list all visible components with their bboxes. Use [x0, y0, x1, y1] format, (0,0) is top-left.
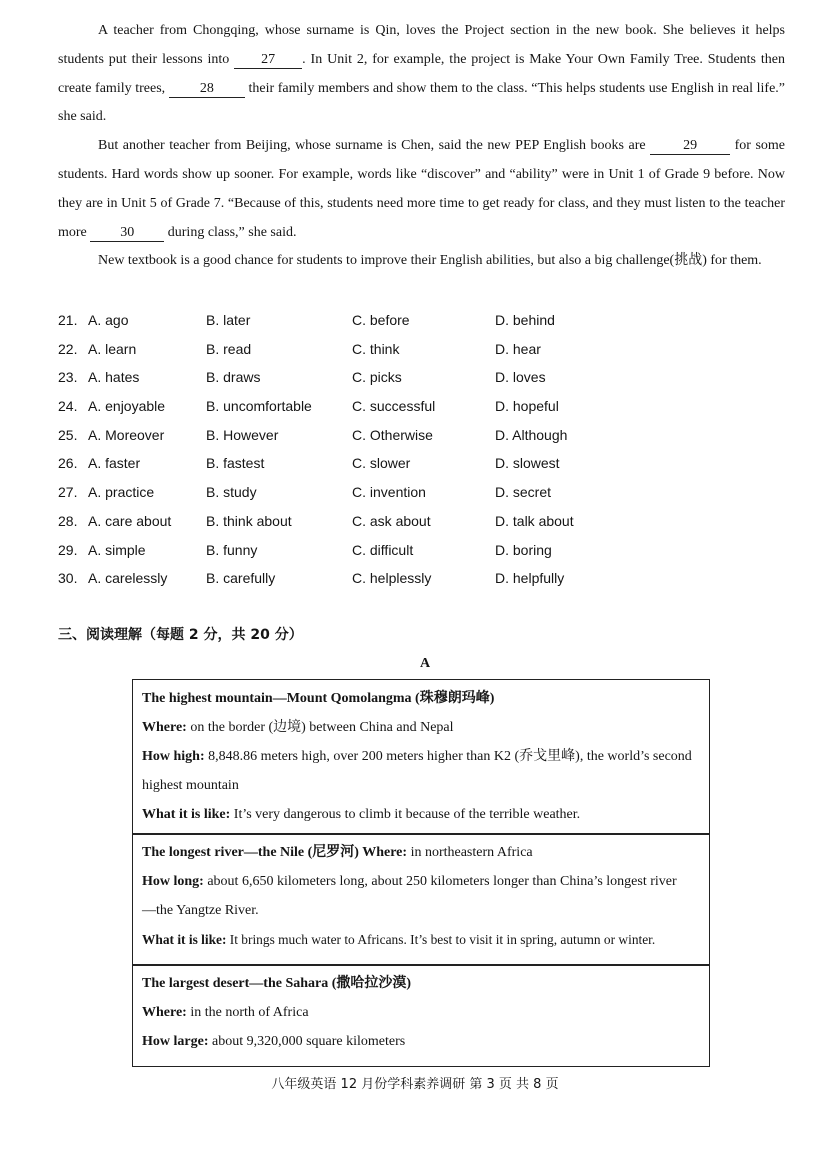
option-row — [58, 449, 785, 478]
option-d: D. hopeful — [495, 398, 559, 415]
option-row — [58, 306, 785, 335]
field-label: How large: — [142, 1034, 209, 1049]
question-number: 28. — [58, 512, 78, 529]
option-row — [58, 335, 785, 364]
page-footer: 八年级英语 12 月份学科素养调研 第 3 页 共 8 页 — [271, 1077, 559, 1092]
question-number: 24. — [58, 398, 78, 415]
box-line — [142, 998, 709, 1027]
passage-paragraph-2 — [58, 132, 785, 247]
box-heading: The longest river—the Nile (尼罗河) — [142, 845, 359, 860]
option-row — [58, 536, 785, 565]
option-d: D. hear — [495, 340, 541, 357]
field-label: Where: — [358, 845, 408, 860]
section-title: 三、阅读理解（每题 2 分，共 20 分） — [58, 627, 303, 643]
question-number: 25. — [58, 426, 78, 443]
passage-text: A teacher from Chongqing, whose surname is Qin, loves the Project section in the new book. She believes it helps students put their lessons into — [58, 23, 785, 67]
blank-29: 29 — [650, 138, 730, 155]
option-d: D. Although — [495, 426, 568, 443]
option-row — [58, 421, 785, 450]
option-d: D. behind — [495, 312, 555, 328]
box-line — [142, 867, 709, 925]
option-a: A. carelessly — [88, 570, 168, 587]
option-c: C. ask about — [352, 512, 431, 529]
passage-paragraph-3: New textbook is a good chance for students to improve their English abilities, but also a big challenge(挑战) for them. — [98, 253, 762, 269]
passage-text: for some students. Hard words show up sooner. For example, words like “discover” and “ability” were in Unit 1 of Grade 9 before. Now they are in Unit 5 of Grade 7. “Because of this, students need more time to get ready for class, and they must listen to the teacher more — [58, 138, 785, 240]
box-line — [142, 925, 709, 954]
option-d: D. loves — [495, 369, 546, 386]
field-label: What it is like: — [142, 807, 231, 822]
option-d: D. secret — [495, 484, 552, 501]
question-number: 27. — [58, 484, 78, 501]
option-d: D. talk about — [495, 512, 574, 529]
passage-text: during class,” she said. — [164, 224, 297, 240]
field-text: about 6,650 kilometers long, about 250 kilometers longer than China’s longest river—the Yangtze River. — [142, 874, 677, 918]
option-d: D. slowest — [495, 455, 560, 472]
blank-27: 27 — [234, 52, 302, 69]
option-c: C. slower — [352, 455, 411, 472]
option-b: B. funny — [206, 541, 258, 558]
box-heading: The highest mountain—Mount Qomolangma (珠穆朗玛峰) — [142, 691, 495, 706]
option-d: D. helpfully — [495, 570, 565, 587]
blank-30: 30 — [90, 225, 164, 242]
field-text: It brings much water to Africans. It’s best to visit it in spring, autumn or winter. — [226, 932, 656, 947]
field-text: in northeastern Africa — [407, 845, 533, 860]
field-text: in the north of Africa — [186, 1005, 309, 1020]
option-b: B. later — [206, 312, 251, 328]
field-label: Where: — [142, 720, 187, 735]
box-line — [142, 713, 709, 742]
box-line — [142, 838, 709, 867]
option-b: B. read — [206, 340, 252, 357]
question-number: 29. — [58, 541, 78, 558]
option-row — [58, 507, 785, 536]
option-a: A. ago — [88, 312, 129, 328]
field-text: about 9,320,000 square kilometers — [208, 1034, 406, 1049]
option-a: A. hates — [88, 369, 140, 386]
cloze-passage — [58, 17, 785, 276]
option-d: D. boring — [495, 541, 552, 558]
question-number: 26. — [58, 455, 78, 472]
blank-28: 28 — [169, 81, 245, 98]
option-a: A. simple — [88, 541, 146, 558]
field-label: How high: — [142, 749, 205, 764]
option-a: A. care about — [88, 512, 172, 529]
option-b: B. draws — [206, 369, 261, 386]
field-text: 8,848.86 meters high, over 200 meters higher than K2 (乔戈里峰), the world’s second highest mountain — [142, 749, 692, 793]
box-line — [142, 1027, 709, 1056]
info-box-river — [132, 833, 710, 966]
passage-paragraph-1 — [58, 17, 785, 132]
option-c: C. difficult — [352, 541, 414, 558]
option-c: C. successful — [352, 398, 436, 415]
option-row — [58, 363, 785, 392]
option-c: C. before — [352, 312, 410, 328]
option-c: C. Otherwise — [352, 426, 433, 443]
question-number: 30. — [58, 570, 78, 587]
box-line — [142, 742, 709, 800]
option-row — [58, 478, 785, 507]
option-a: A. practice — [88, 484, 155, 501]
option-b: B. think about — [206, 512, 292, 529]
field-label: How long: — [142, 874, 204, 889]
field-label: Where: — [142, 1005, 187, 1020]
option-c: C. think — [352, 340, 400, 357]
option-a: A. enjoyable — [88, 398, 166, 415]
passage-text: their family members and show them to the class. “This helps students use English in real life.” she said. — [58, 80, 785, 125]
option-b: B. However — [206, 426, 279, 443]
option-b: B. uncomfortable — [206, 398, 312, 415]
field-text: on the border (边境) between China and Nepal — [186, 720, 454, 735]
option-a: A. Moreover — [88, 426, 165, 443]
option-b: B. fastest — [206, 455, 265, 472]
question-number: 23. — [58, 369, 78, 386]
option-row — [58, 564, 785, 593]
option-c: C. picks — [352, 369, 402, 386]
info-box-desert — [132, 964, 710, 1067]
field-label: What it is like: — [142, 932, 227, 947]
option-b: B. study — [206, 484, 257, 501]
option-list — [58, 306, 785, 593]
question-number: 21. — [58, 312, 78, 328]
box-line — [142, 800, 709, 829]
option-c: C. invention — [352, 484, 426, 501]
option-b: B. carefully — [206, 570, 276, 587]
passage-text: . In Unit 2, for example, the project is Make Your Own Family Tree. Students then create family trees, — [58, 51, 785, 96]
field-text: It’s very dangerous to climb it because of the terrible weather. — [230, 807, 581, 822]
option-c: C. helplessly — [352, 570, 432, 587]
passage-text: But another teacher from Beijing, whose surname is Chen, said the new PEP English books are — [98, 138, 651, 154]
option-row — [58, 392, 785, 421]
question-number: 22. — [58, 340, 78, 357]
passage-subtitle: A — [419, 656, 431, 671]
info-box-mountain — [132, 679, 710, 835]
box-heading: The largest desert—the Sahara (撒哈拉沙漠) — [142, 976, 412, 991]
option-a: A. learn — [88, 340, 137, 357]
option-a: A. faster — [88, 455, 141, 472]
